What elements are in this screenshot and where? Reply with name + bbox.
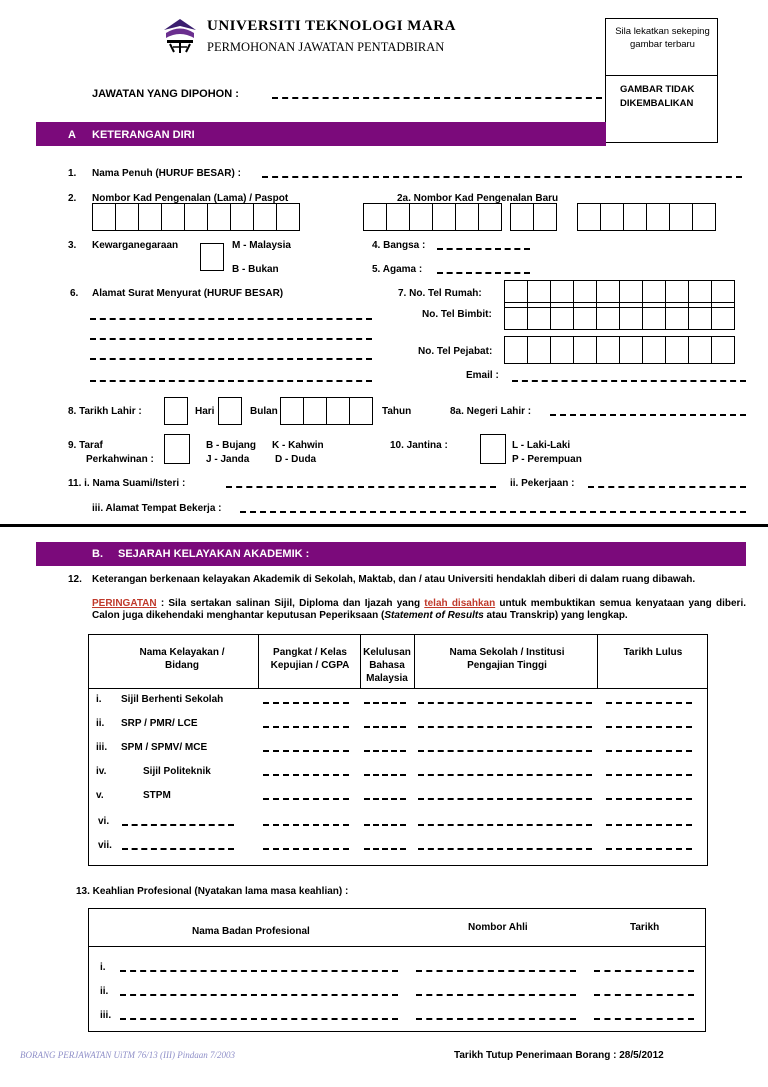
- grade-field[interactable]: [263, 848, 349, 850]
- marital-j: J - Janda: [206, 454, 250, 465]
- prof-date-field[interactable]: [594, 970, 694, 972]
- birth-month-box[interactable]: [218, 397, 242, 425]
- reminder-title: PERINGATAN: [92, 598, 157, 609]
- q8a-label: 8a. Negeri Lahir :: [450, 406, 532, 417]
- race-field[interactable]: [437, 248, 530, 250]
- prof-row-number: ii.: [100, 986, 109, 997]
- q11iii-label: iii. Alamat Tempat Bekerja :: [92, 503, 222, 514]
- email-field[interactable]: [512, 380, 746, 382]
- prof-date-header: Tarikh: [630, 922, 660, 933]
- school-field[interactable]: [418, 798, 592, 800]
- birth-day-box[interactable]: [164, 397, 188, 425]
- position-label: JAWATAN YANG DIPOHON :: [92, 88, 239, 100]
- section-b-letter: B.: [92, 548, 103, 560]
- school-field[interactable]: [418, 774, 592, 776]
- q6-label: Alamat Surat Menyurat (HURUF BESAR): [92, 288, 284, 299]
- q2-label: Nombor Kad Pengenalan (Lama) / Paspot: [92, 193, 289, 204]
- qual-row-number: iii.: [96, 742, 108, 753]
- birth-year-cells[interactable]: [280, 397, 372, 425]
- gender-l: L - Laki-Laki: [512, 440, 571, 451]
- qual-row-number: v.: [96, 790, 104, 801]
- bm-col-header: Kelulusan Bahasa Malaysia: [363, 647, 411, 684]
- qual-row-number: ii.: [96, 718, 105, 729]
- q6-number: 6.: [70, 288, 79, 299]
- section-a-title: KETERANGAN DIRI: [92, 129, 195, 141]
- citizenship-m: M - Malaysia: [232, 240, 291, 251]
- qual-col-line-2: [360, 634, 361, 688]
- office-tel-label: No. Tel Pejabat:: [418, 346, 493, 357]
- member-number-field[interactable]: [416, 994, 576, 996]
- school-field[interactable]: [418, 726, 592, 728]
- grade-field[interactable]: [263, 750, 349, 752]
- reminder: [92, 598, 746, 622]
- qual-row-name-field[interactable]: [122, 824, 234, 826]
- school-field[interactable]: [418, 824, 592, 826]
- qual-row-name: STPM: [143, 790, 171, 801]
- position-field[interactable]: [272, 97, 602, 99]
- qual-header-line: [88, 688, 708, 689]
- uitm-logo: [160, 16, 200, 56]
- new-ic-cells-3[interactable]: [577, 203, 715, 231]
- q12-number: 12.: [68, 574, 82, 585]
- bm-field[interactable]: [364, 824, 406, 826]
- new-ic-cells-1[interactable]: [363, 203, 501, 231]
- school-field[interactable]: [418, 702, 592, 704]
- reminder-text-1: : Sila sertakan salinan Sijil, Diploma dan Ijazah yang: [156, 598, 425, 609]
- grade-field[interactable]: [263, 798, 349, 800]
- date-passed-field[interactable]: [606, 798, 692, 800]
- qual-row-name: SRP / PMR/ LCE: [121, 718, 198, 729]
- qual-row-number: vi.: [98, 816, 110, 827]
- bm-field[interactable]: [364, 702, 406, 704]
- qual-row-name-field[interactable]: [122, 848, 234, 850]
- qual-row-number: iv.: [96, 766, 107, 777]
- q10-label: 10. Jantina :: [390, 440, 448, 451]
- date-passed-field[interactable]: [606, 702, 692, 704]
- old-ic-cells[interactable]: [92, 203, 299, 231]
- citizenship-box[interactable]: [200, 243, 224, 271]
- statement-of-results: Statement of Results: [384, 610, 484, 621]
- bm-field[interactable]: [364, 726, 406, 728]
- date-col-header: Tarikh Lulus: [623, 647, 683, 658]
- new-ic-cells-2[interactable]: [510, 203, 556, 231]
- mobile-tel-label: No. Tel Bimbit:: [422, 309, 492, 320]
- q3-label: Kewarganegaraan: [92, 240, 179, 251]
- form-code: BORANG PERJAWATAN UiTM 76/13 (III) Pindaan 7/2003: [20, 1050, 236, 1060]
- spouse-job-field[interactable]: [588, 486, 746, 488]
- date-passed-field[interactable]: [606, 848, 692, 850]
- photo-warning: GAMBAR TIDAK DIKEMBALIKAN: [620, 84, 695, 109]
- marital-box[interactable]: [164, 434, 190, 464]
- birth-state-field[interactable]: [550, 414, 746, 416]
- q7-label: 7. No. Tel Rumah:: [398, 288, 482, 299]
- qual-col-line-1: [258, 634, 259, 688]
- q13-title: 13. Keahlian Profesional (Nyatakan lama masa keahlian) :: [76, 886, 349, 897]
- address-line-1[interactable]: [90, 318, 372, 320]
- photo-note: Sila lekatkan sekeping gambar terbaru: [615, 26, 710, 50]
- grade-field[interactable]: [263, 774, 349, 776]
- qual-col-header: Nama Kelayakan / Bidang: [139, 647, 225, 671]
- member-number-field[interactable]: [416, 1018, 576, 1020]
- photo-divider: [606, 75, 717, 76]
- q5-label: 5. Agama :: [372, 264, 423, 275]
- citizenship-b: B - Bukan: [232, 264, 279, 275]
- reminder-text-3: atau Transkrip) yang lengkap.: [483, 610, 628, 621]
- email-label: Email :: [466, 370, 499, 381]
- bm-field[interactable]: [364, 774, 406, 776]
- q1-label: Nama Penuh (HURUF BESAR) :: [92, 168, 241, 179]
- school-col-header: Nama Sekolah / Institusi Pengajian Tinggi: [449, 647, 565, 671]
- marital-b: B - Bujang: [206, 440, 256, 451]
- date-passed-field[interactable]: [606, 774, 692, 776]
- full-name-field[interactable]: [262, 176, 742, 178]
- grade-col-header: Pangkat / Kelas Kepujian / CGPA: [270, 647, 350, 671]
- grade-field[interactable]: [263, 824, 349, 826]
- qual-row-name: Sijil Berhenti Sekolah: [121, 694, 224, 705]
- prof-row-number: iii.: [100, 1010, 112, 1021]
- month-label: Bulan: [250, 406, 278, 417]
- university-name: UNIVERSITI TEKNOLOGI MARA: [207, 18, 456, 34]
- section-b-title: SEJARAH KELAYAKAN AKADEMIK :: [118, 548, 310, 560]
- q4-label: 4. Bangsa :: [372, 240, 426, 251]
- qual-row-name: Sijil Politeknik: [143, 766, 211, 777]
- prof-header-line: [88, 946, 706, 947]
- date-passed-field[interactable]: [606, 750, 692, 752]
- prof-body-field[interactable]: [120, 970, 398, 972]
- member-number-field[interactable]: [416, 970, 576, 972]
- q1-number: 1.: [68, 168, 77, 179]
- gender-box[interactable]: [480, 434, 506, 464]
- bm-field[interactable]: [364, 848, 406, 850]
- date-passed-field[interactable]: [606, 726, 692, 728]
- mobile-tel-cells[interactable]: [504, 302, 734, 330]
- certified-link: telah disahkan: [424, 598, 496, 609]
- address-line-3[interactable]: [90, 358, 372, 360]
- prof-date-field[interactable]: [594, 994, 694, 996]
- address-line-2[interactable]: [90, 338, 372, 340]
- spouse-address-field[interactable]: [240, 511, 746, 513]
- bm-field[interactable]: [364, 798, 406, 800]
- section-a-letter: A: [68, 129, 76, 141]
- grade-field[interactable]: [263, 702, 349, 704]
- photo-box: [605, 18, 718, 143]
- q3-number: 3.: [68, 240, 77, 251]
- qual-row-name: SPM / SPMV/ MCE: [121, 742, 208, 753]
- qual-row-number: i.: [96, 694, 102, 705]
- date-passed-field[interactable]: [606, 824, 692, 826]
- prof-body-field[interactable]: [120, 994, 398, 996]
- q12-label: Keterangan berkenaan kelayakan Akademik di Sekolah, Maktab, dan / atau Universiti hendaklah diberi di dalam ruang dibawah.: [92, 574, 696, 585]
- closing-date: Tarikh Tutup Penerimaan Borang : 28/5/2012: [454, 1050, 664, 1061]
- year-label: Tahun: [382, 406, 412, 417]
- reminder-text-2: untuk membuktikan semua kenyataan yang diberi. Calon juga dikehendaki menghantar keputusan Peperiksaan (: [92, 598, 746, 621]
- address-line-4[interactable]: [90, 380, 372, 382]
- qual-row-number: vii.: [98, 840, 112, 851]
- school-field[interactable]: [418, 750, 592, 752]
- q11-label: 11. i. Nama Suami/Isteri :: [68, 478, 186, 489]
- office-tel-cells[interactable]: [504, 336, 734, 364]
- prof-date-field[interactable]: [594, 1018, 694, 1020]
- marital-k: K - Kahwin: [272, 440, 324, 451]
- q8-label: 8. Tarikh Lahir :: [68, 406, 142, 417]
- qual-col-line-4: [597, 634, 598, 688]
- q9-label-2: Perkahwinan :: [86, 454, 154, 465]
- section-separator: [0, 524, 768, 527]
- prof-body-field[interactable]: [120, 1018, 398, 1020]
- marital-d: D - Duda: [275, 454, 317, 465]
- prof-body-header: Nama Badan Profesional: [192, 926, 310, 937]
- gender-p: P - Perempuan: [512, 454, 582, 465]
- qual-col-line-3: [414, 634, 415, 688]
- prof-number-header: Nombor Ahli: [468, 922, 528, 933]
- school-field[interactable]: [418, 848, 592, 850]
- prof-row-number: i.: [100, 962, 106, 973]
- religion-field[interactable]: [437, 272, 530, 274]
- q2-number: 2.: [68, 193, 77, 204]
- day-label: Hari: [195, 406, 215, 417]
- form-title: PERMOHONAN JAWATAN PENTADBIRAN: [207, 40, 445, 54]
- q11ii-label: ii. Pekerjaan :: [510, 478, 575, 489]
- q9-label-1: 9. Taraf: [68, 440, 103, 451]
- grade-field[interactable]: [263, 726, 349, 728]
- q2a-label: 2a. Nombor Kad Pengenalan Baru: [397, 193, 559, 204]
- bm-field[interactable]: [364, 750, 406, 752]
- spouse-name-field[interactable]: [226, 486, 496, 488]
